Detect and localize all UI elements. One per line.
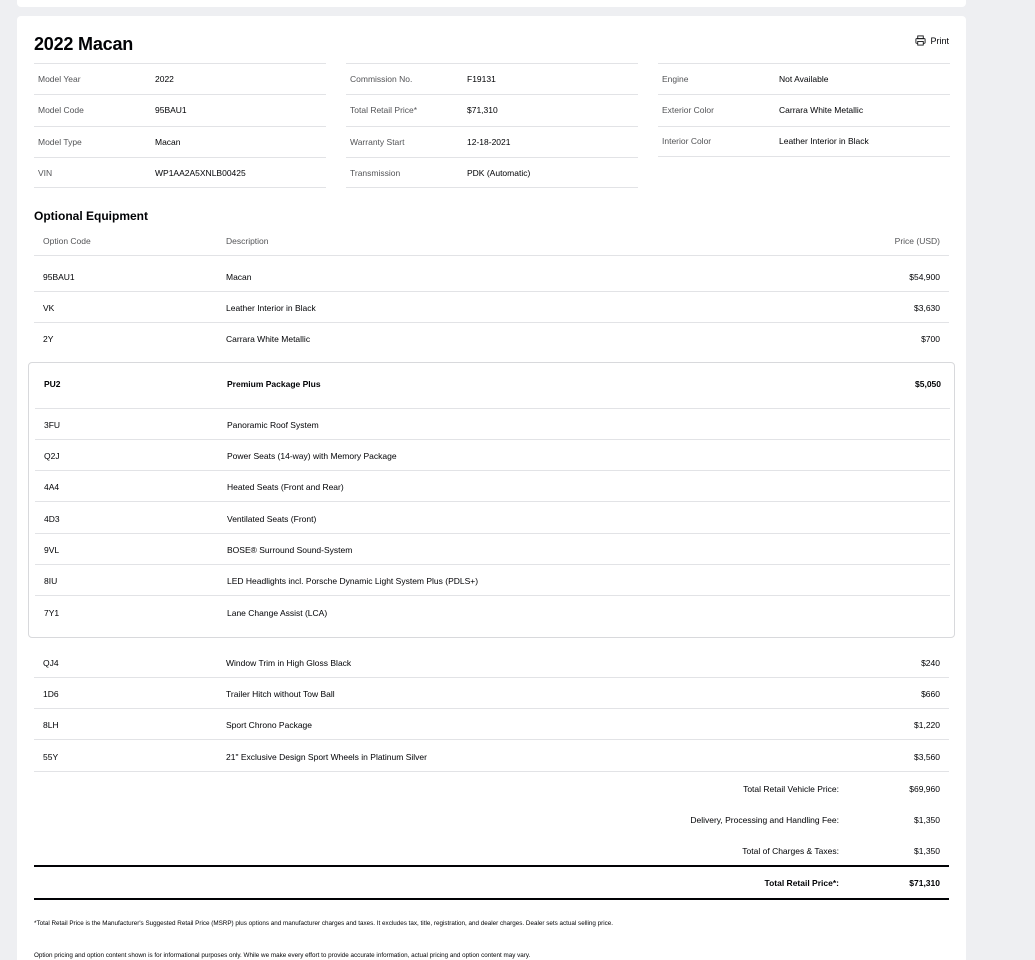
option-code: 55Y [43, 752, 59, 762]
option-code: 9VL [44, 545, 60, 555]
total-retail-price-value: $71,310 [909, 878, 940, 888]
option-description: Sport Chrono Package [226, 720, 312, 730]
package-item [35, 503, 950, 534]
header-option-code: Option Code [43, 236, 91, 246]
spec-value: Leather Interior in Black [779, 136, 869, 147]
divider [34, 898, 949, 900]
option-code: 1D6 [43, 689, 59, 699]
package-price: $5,050 [915, 379, 941, 389]
option-description: Trailer Hitch without Tow Ball [226, 689, 335, 699]
option-code: 4A4 [44, 482, 60, 492]
spec-label: Model Code [38, 105, 84, 116]
spec-table [34, 63, 950, 188]
option-price: $1,220 [914, 720, 940, 730]
package-box [28, 362, 955, 638]
spec-value: Not Available [779, 74, 829, 85]
option-code: 8IU [44, 576, 58, 586]
footnote-disclaimer: Option pricing and option content shown is for informational purposes only. While we make every effort to provide accurate information, actual pricing and option content may vary. [34, 952, 531, 959]
top-card [17, 0, 966, 7]
total-charges-value: $1,350 [914, 846, 940, 856]
option-code: 8LH [43, 720, 59, 730]
vehicle-details-card [17, 16, 966, 960]
spec-label: Commission No. [350, 74, 413, 85]
package-item [35, 565, 950, 596]
total-retail-price-label: Total Retail Price*: [764, 878, 839, 888]
package-code: PU2 [44, 379, 61, 389]
package-item [35, 471, 950, 502]
spec-row [34, 94, 326, 125]
spec-row [346, 63, 638, 94]
spec-row [34, 126, 326, 157]
option-code: Q2J [44, 451, 60, 461]
header-price: Price (USD) [894, 236, 940, 246]
spec-label: Warranty Start [350, 136, 405, 147]
option-price: $700 [921, 334, 940, 344]
spec-row [346, 94, 638, 125]
spec-row [34, 157, 326, 188]
total-vehicle-price-row [34, 773, 949, 803]
spec-row [658, 63, 950, 94]
table-row [34, 678, 949, 709]
package-item [35, 440, 950, 471]
option-description: Power Seats (14-way) with Memory Package [227, 451, 397, 461]
package-header [35, 363, 950, 409]
option-description: Leather Interior in Black [226, 303, 316, 313]
delivery-fee-row [34, 804, 949, 834]
spec-row [346, 157, 638, 188]
spec-value: $71,310 [467, 105, 498, 116]
package-item [35, 409, 950, 440]
print-label: Print [930, 35, 949, 46]
delivery-fee-value: $1,350 [914, 815, 940, 825]
option-code: 3FU [44, 420, 61, 430]
printer-icon [915, 35, 926, 46]
total-charges-label: Total of Charges & Taxes: [742, 846, 839, 856]
page-title: 2022 Macan [34, 34, 134, 54]
spec-label: Model Type [38, 136, 82, 147]
option-price: $3,560 [914, 752, 940, 762]
delivery-fee-label: Delivery, Processing and Handling Fee: [690, 815, 839, 825]
table-row [34, 741, 949, 772]
spec-row [34, 63, 326, 94]
optional-equipment-title: Optional Equipment [34, 209, 148, 223]
option-code: 4D3 [44, 514, 60, 524]
spec-label: Model Year [38, 74, 81, 85]
equipment-table-header [34, 227, 949, 256]
table-row [34, 709, 949, 740]
table-row [34, 292, 949, 323]
option-description: Heated Seats (Front and Rear) [227, 482, 344, 492]
option-code: QJ4 [43, 658, 59, 668]
package-item [35, 597, 950, 628]
package-description: Premium Package Plus [227, 379, 321, 389]
spec-label: VIN [38, 167, 53, 178]
spec-value: 12-18-2021 [467, 136, 511, 147]
option-description: Carrara White Metallic [226, 334, 311, 344]
spec-label: Interior Color [662, 136, 712, 147]
option-code: 7Y1 [44, 608, 60, 618]
option-description: Window Trim in High Gloss Black [226, 658, 352, 668]
header-description: Description [226, 236, 269, 246]
spec-label: Exterior Color [662, 105, 714, 116]
total-vehicle-price-value: $69,960 [909, 784, 940, 794]
print-button[interactable] [915, 35, 949, 46]
spec-value: Macan [155, 136, 181, 147]
option-price: $660 [921, 689, 940, 699]
spec-label: Transmission [350, 167, 401, 178]
option-description: Macan [226, 272, 252, 282]
spec-column-2 [346, 63, 638, 188]
option-description: LED Headlights incl. Porsche Dynamic Light System Plus (PDLS+) [227, 576, 479, 586]
spec-column-3 [658, 63, 950, 188]
total-retail-price-row [34, 867, 949, 897]
spec-value: Carrara White Metallic [779, 105, 864, 116]
spec-value: PDK (Automatic) [467, 167, 531, 178]
table-row [34, 323, 949, 354]
table-row [34, 261, 949, 292]
package-item [35, 534, 950, 565]
spec-column-1 [34, 63, 326, 188]
option-description: 21" Exclusive Design Sport Wheels in Platinum Silver [226, 752, 427, 762]
option-description: Lane Change Assist (LCA) [227, 608, 328, 618]
total-charges-row [34, 835, 949, 865]
option-code: 95BAU1 [43, 272, 75, 282]
table-row [34, 647, 949, 678]
spec-value: F19131 [467, 74, 496, 85]
option-price: $3,630 [914, 303, 940, 313]
option-description: Panoramic Roof System [227, 420, 319, 430]
spec-value: 2022 [155, 74, 174, 85]
spec-value: 95BAU1 [155, 105, 187, 116]
option-code: VK [43, 303, 55, 313]
spec-label: Engine [662, 74, 689, 85]
spec-value: WP1AA2A5XNLB00425 [155, 167, 246, 178]
spec-label: Total Retail Price* [350, 105, 418, 116]
option-code: 2Y [43, 334, 54, 344]
option-price: $54,900 [909, 272, 940, 282]
spec-row [658, 126, 950, 157]
option-price: $240 [921, 658, 940, 668]
option-description: Ventilated Seats (Front) [227, 514, 317, 524]
footnote-msrp: *Total Retail Price is the Manufacturer's Suggested Retail Price (MSRP) plus options and manufacturer charges and taxes. It excludes tax, title, registration, and dealer charges. Dealer sets actual selling price. [34, 920, 614, 927]
spec-row [346, 126, 638, 157]
spec-row [658, 94, 950, 125]
total-vehicle-price-label: Total Retail Vehicle Price: [743, 784, 839, 794]
option-description: BOSE® Surround Sound-System [227, 545, 353, 555]
